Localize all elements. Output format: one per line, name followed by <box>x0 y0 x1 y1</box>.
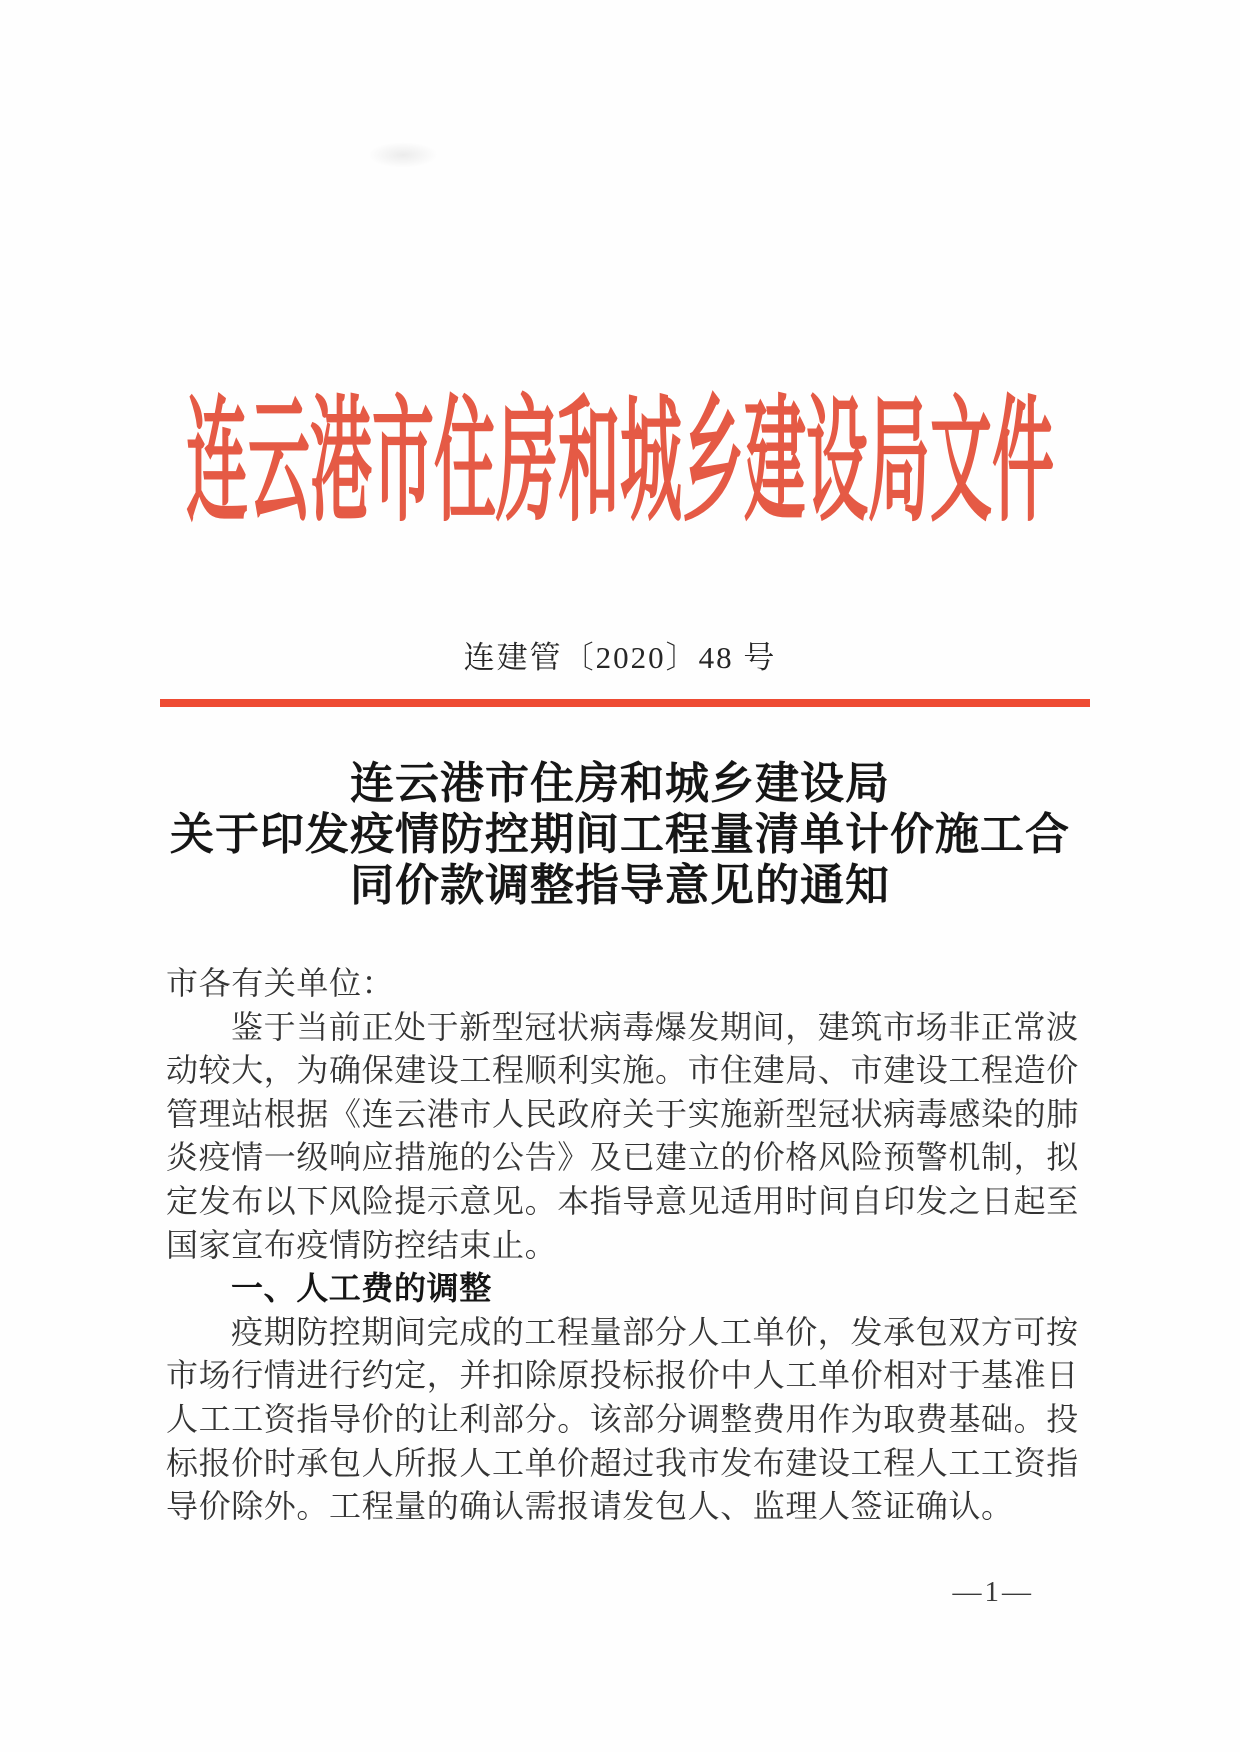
red-header-title: 连云港市住房和城乡建设局文件 <box>185 389 1054 539</box>
body-text <box>166 962 1084 1529</box>
body-line: 动较大，为确保建设工程顺利实施。市住建局、市建设工程造价 <box>166 1052 1079 1089</box>
document-title <box>0 758 1240 911</box>
body-line: 国家宣布疫情防控结束止。 <box>166 1226 558 1263</box>
body-line: 鉴于当前正处于新型冠状病毒爆发期间，建筑市场非正常波 <box>231 1008 1079 1045</box>
body-line: 市场行情进行约定，并扣除原投标报价中人工单价相对于基准日 <box>166 1357 1079 1394</box>
section-heading: 一、人工费的调整 <box>231 1270 492 1307</box>
body-line: 管理站根据《连云港市人民政府关于实施新型冠状病毒感染的肺 <box>166 1095 1079 1132</box>
body-line: 导价除外。工程量的确认需报请发包人、监理人签证确认。 <box>166 1488 1014 1525</box>
body-line: 市各有关单位： <box>166 965 395 1001</box>
body-line: 人工工资指导价的让利部分。该部分调整费用作为取费基础。投 <box>166 1400 1079 1437</box>
red-divider-line <box>160 699 1090 707</box>
title-line-2: 关于印发疫情防控期间工程量清单计价施工合 <box>170 810 1070 859</box>
doc-number: 连建管〔2020〕48 号 <box>463 640 777 675</box>
body-line: 疫期防控期间完成的工程量部分人工单价，发承包双方可按 <box>231 1313 1079 1350</box>
page-number: —1— <box>952 1576 1034 1608</box>
scan-smudge <box>368 142 438 168</box>
body-line: 炎疫情一级响应措施的公告》及已建立的价格风险预警机制，拟 <box>166 1139 1079 1176</box>
body-line: 标报价时承包人所报人工单价超过我市发布建设工程人工工资指 <box>166 1444 1079 1481</box>
title-line-1: 连云港市住房和城乡建设局 <box>350 759 890 808</box>
body-line: 定发布以下风险提示意见。本指导意见适用时间自印发之日起至 <box>166 1182 1079 1219</box>
title-line-3: 同价款调整指导意见的通知 <box>350 861 890 910</box>
